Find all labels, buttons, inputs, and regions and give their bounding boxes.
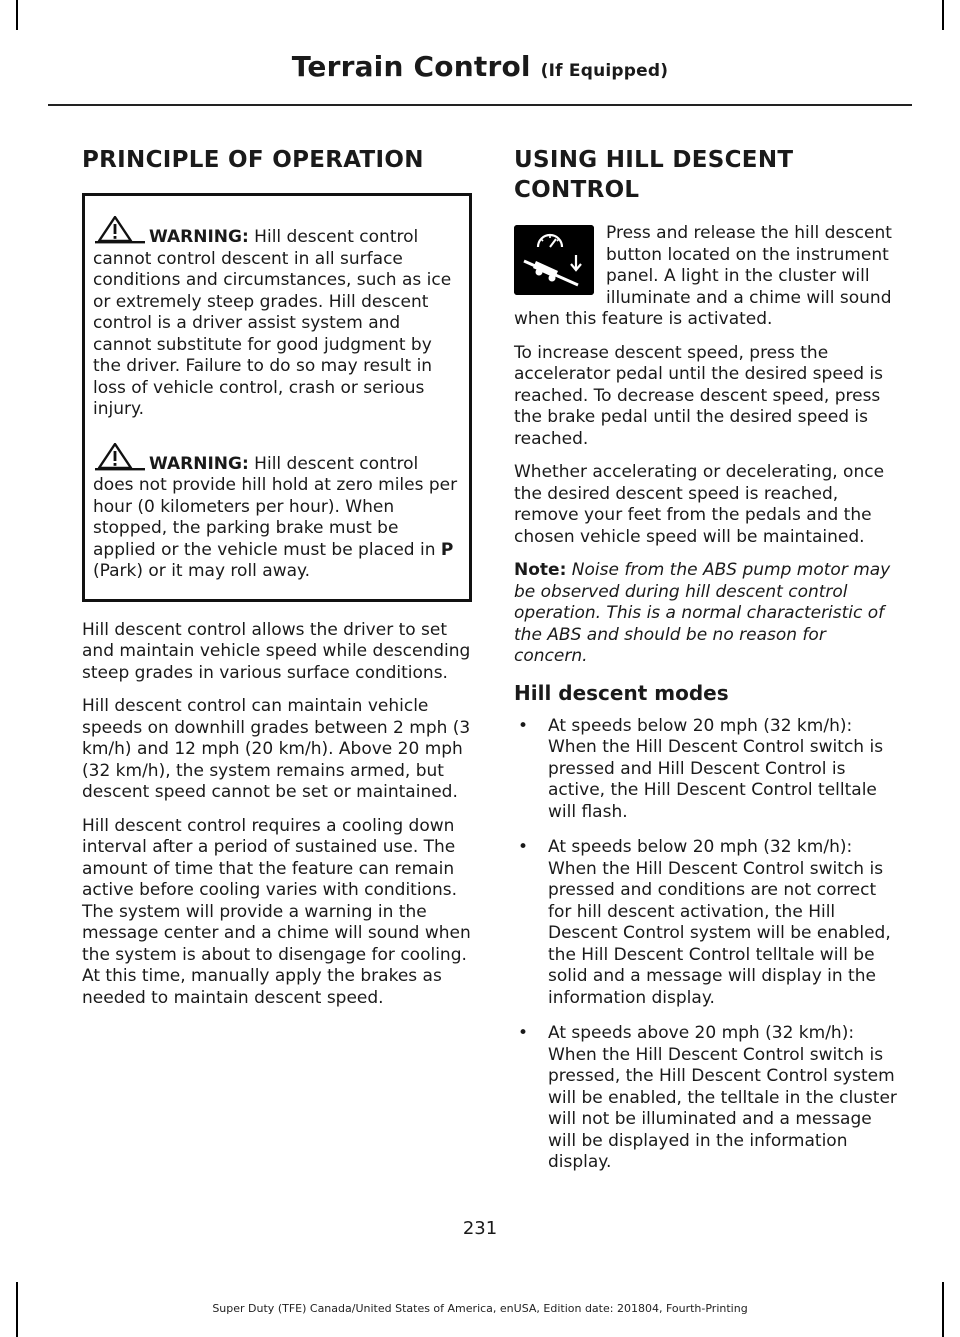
bullet: •: [518, 715, 529, 736]
warning-label: WARNING:: [149, 227, 249, 247]
warning-item: [93, 216, 461, 421]
bullet: •: [518, 1023, 529, 1043]
section-heading-using-hdc: [514, 145, 904, 205]
page-number: 231: [462, 1218, 498, 1239]
hill-descent-icon: [514, 225, 594, 295]
section-heading-line1: USING HILL DESCENT: [514, 147, 794, 173]
crop-mark-top-left: [16, 0, 18, 30]
modes-list: [514, 716, 904, 1174]
list-item: [514, 837, 904, 1009]
page-title-subtitle: (If Equipped): [540, 61, 669, 81]
list-item-text: At speeds below 20 mph (32 km/h): When the Hill Descent Control switch is pressed and Hill Descent Control is active, the Hill Descent Control telltale will flash.: [548, 715, 884, 822]
section-heading-principle: PRINCIPLE OF OPERATION: [82, 147, 424, 173]
warning-text: Hill descent control does not provide hill hold at zero miles per hour (0 kilometers per hour). When stopped, the parking brake must be applied or the vehicle must be placed in: [93, 453, 458, 560]
note-text: Noise from the ABS pump motor may be observed during hill descent control operation. This is a normal characteristic of the ABS and should be no reason for concern.: [514, 560, 891, 666]
paragraph: Hill descent control allows the driver to set and maintain vehicle speed while descending steep grades in various surface conditions.: [82, 619, 471, 683]
park-gear-letter: P: [440, 539, 454, 560]
page-title-main: Terrain Control: [291, 50, 531, 83]
warning-label: WARNING:: [149, 453, 249, 474]
header-divider: [48, 104, 912, 106]
note: [514, 560, 904, 668]
left-column: [82, 145, 472, 1021]
warning-triangle-icon: [93, 443, 145, 471]
paragraph: Hill descent control can maintain vehicle speeds on downhill grades between 2 mph (3 km/h) and 12 mph (20 km/h). Above 20 mph (32 km/h), the system remains armed, but descent speed cannot be set or maintained.: [82, 696, 471, 802]
crop-mark-top-right: [942, 0, 944, 30]
warning-triangle-icon: [93, 216, 145, 244]
footer-edition: Super Duty (TFE) Canada/United States of America, enUSA, Edition date: 201804, Fourth-Printing: [212, 1302, 748, 1315]
section-heading-line2: CONTROL: [514, 177, 640, 203]
list-item-text: At speeds below 20 mph (32 km/h): When the Hill Descent Control switch is pressed and conditions are not correct for hill descent activation, the Hill Descent Control system will be enabled, the Hill Descent Control telltale will be solid and a message will display in the information display.: [548, 837, 891, 1008]
paragraph: Whether accelerating or decelerating, once the desired descent speed is reached, remove your feet from the pedals and the chosen vehicle speed will be maintained.: [514, 462, 885, 547]
warning-box: [82, 193, 472, 602]
subheading-hdc-modes: Hill descent modes: [514, 680, 729, 705]
warning-text: Hill descent control cannot control descent in all surface conditions and circumstances, such as ice or extremely steep grades. Hill descent control is a driver assist system and cannot substitute for good judgment by the driver. Failure to do so may result in loss of vehicle control, crash or serious injury.: [93, 227, 452, 419]
bullet: •: [518, 837, 529, 857]
list-item-text: At speeds above 20 mph (32 km/h): When the Hill Descent Control switch is pressed, the Hill Descent Control system will be enabled, the telltale in the cluster will not be illuminated and a message will be displayed in the information display.: [548, 1023, 897, 1172]
warning-text-after: (Park) or it may roll away.: [93, 561, 311, 581]
page-title: [0, 50, 960, 83]
right-column: [514, 145, 904, 1188]
list-item: [514, 1023, 904, 1174]
hdc-intro-block: [514, 223, 904, 331]
paragraph: Hill descent control requires a cooling down interval after a period of sustained use. The amount of time that the feature can remain active before cooling varies with conditions. The system will provide a warning in the message center and a chime will sound when the system is about to disengage for cooling. At this time, manually apply the brakes as needed to maintain descent speed.: [82, 815, 471, 1008]
warning-item: [93, 443, 461, 583]
list-item: [514, 716, 904, 824]
hdc-intro-text: Press and release the hill descent button located on the instrument panel. A light in the cluster will illuminate and a chime will sound when this feature is activated.: [514, 223, 892, 329]
paragraph: To increase descent speed, press the accelerator pedal until the desired speed is reached. To decrease descent speed, press the brake pedal until the desired speed is reached.: [514, 342, 884, 449]
note-label: Note:: [514, 560, 567, 580]
